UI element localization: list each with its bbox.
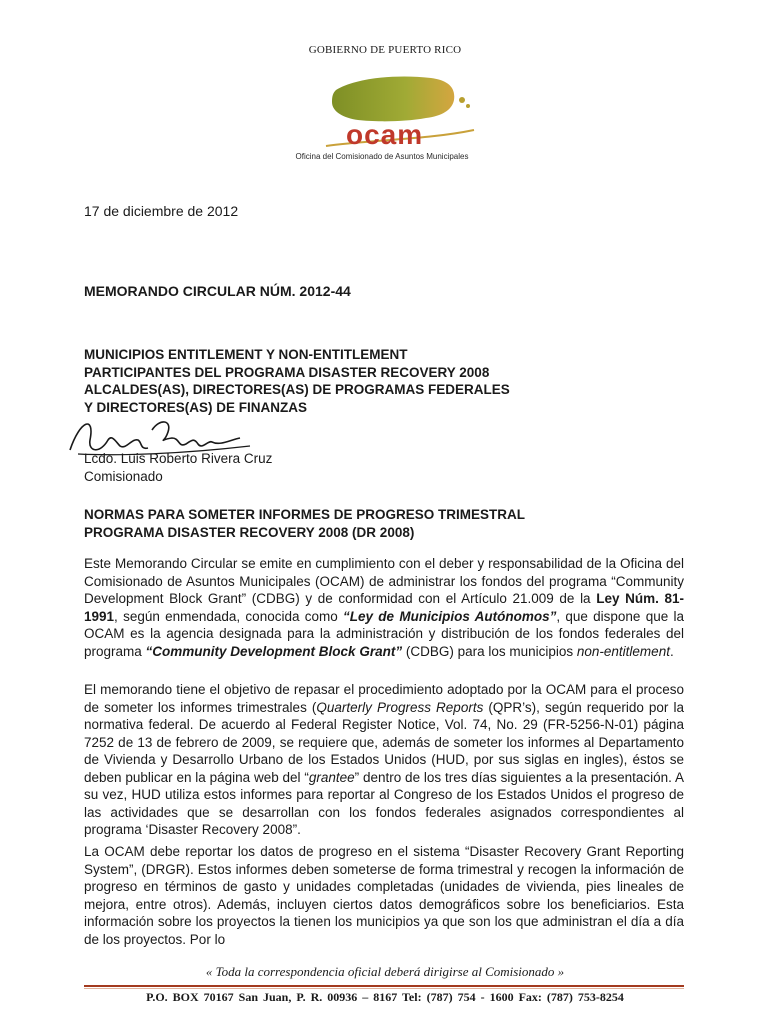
paragraph-2: El memorando tiene el objetivo de repasar el procedimiento adoptado por la OCAM para el proceso de someter los informes trimestrales (Quarterly Progress Reports (QPR’s), según requerido por la normativa federal. De acuerdo al Federal Register Notice, Vol. 74, No. 29 (FR-5256-N-01) página 7252 de 13 de febrero de 2009, se requiere que, además de someter los informes al Departamento de Vivienda y Desarrollo Urbano de los Estados Unidos (HUD, por sus siglas en ingles), éstos se deben publicar en la página web del “grantee” dentro de los tres días siguientes a la presentación. A su vez, HUD utiliza estos informes para reportar al Congreso de los Estados Unidos el progreso de las actividades que se desarrollan con los fondos federales asignados correspondientes al programa ‘Disaster Recovery 2008”.: [84, 682, 684, 837]
recipient-line: Y DIRECTORES(AS) DE FINANZAS: [84, 399, 308, 415]
recipients-block: [84, 346, 510, 416]
logo-text: ocam: [346, 119, 424, 150]
signer-title: Comisionado: [84, 468, 163, 484]
subject-line: PROGRAMA DISASTER RECOVERY 2008 (DR 2008): [84, 524, 415, 540]
subject-line: NORMAS PARA SOMETER INFORMES DE PROGRESO TRIMESTRAL: [84, 507, 526, 522]
footer-rule: [84, 985, 684, 987]
footer-note: « Toda la correspondencia oficial deberá dirigirse al Comisionado »: [205, 964, 565, 979]
paragraph-3: La OCAM debe reportar los datos de progreso en el sistema “Disaster Recovery Grant Reporting System”, (DRGR). Estos informes deben someterse de forma trimestral y recogen la información de progreso en términos de gasto y unidades completadas (unidades de vivienda, pies lineales de mejora, entre otros). Además, incluyen ciertos datos demográficos sobre los beneficiarios. Esta información sobre los proyectos la tienen los municipios ya que son los que administran el día a día de los proyectos. Por lo: [84, 844, 684, 947]
logo-subtitle: Oficina del Comisionado de Asuntos Municipales: [295, 152, 469, 161]
island-shape: [332, 77, 454, 122]
paragraph-1: Este Memorando Circular se emite en cumplimiento con el deber y responsabilidad de la Oficina del Comisionado de Asuntos Municipales (OCAM) de administrar los fondos del programa “Community Development Block Grant” (CDBG) y de conformidad con el Artículo 21.009 de la Ley Núm. 81-1991, según enmendada, conocida como “Ley de Municipios Autónomos”, que dispone que la OCAM es la agencia designada para la administración y distribución de los fondos federales del programa “Community Development Block Grant” (CDBG) para los municipios non-entitlement.: [84, 556, 685, 659]
recipient-line: ALCALDES(AS), DIRECTORES(AS) DE PROGRAMAS FEDERALES: [84, 382, 510, 397]
recipient-line: MUNICIPIOS ENTITLEMENT Y NON-ENTITLEMENT: [84, 347, 408, 362]
footer-rule-light: [84, 988, 684, 989]
footer-address: P.O. BOX 70167 San Juan, P. R. 00936 – 8167 Tel: (787) 754 - 1600 Fax: (787) 753-8254: [146, 990, 624, 1004]
subject-block: [84, 506, 525, 541]
memo-number: MEMORANDO CIRCULAR NÚM. 2012-44: [84, 283, 351, 299]
memo-date: 17 de diciembre de 2012: [84, 203, 239, 219]
government-header: GOBIERNO DE PUERTO RICO: [308, 44, 462, 56]
signer-block: [84, 450, 272, 485]
ocam-logo: [296, 60, 486, 188]
recipient-line: PARTICIPANTES DEL PROGRAMA DISASTER RECOVERY 2008: [84, 364, 490, 380]
signer-name: Lcdo. Luis Roberto Rivera Cruz: [84, 451, 273, 466]
